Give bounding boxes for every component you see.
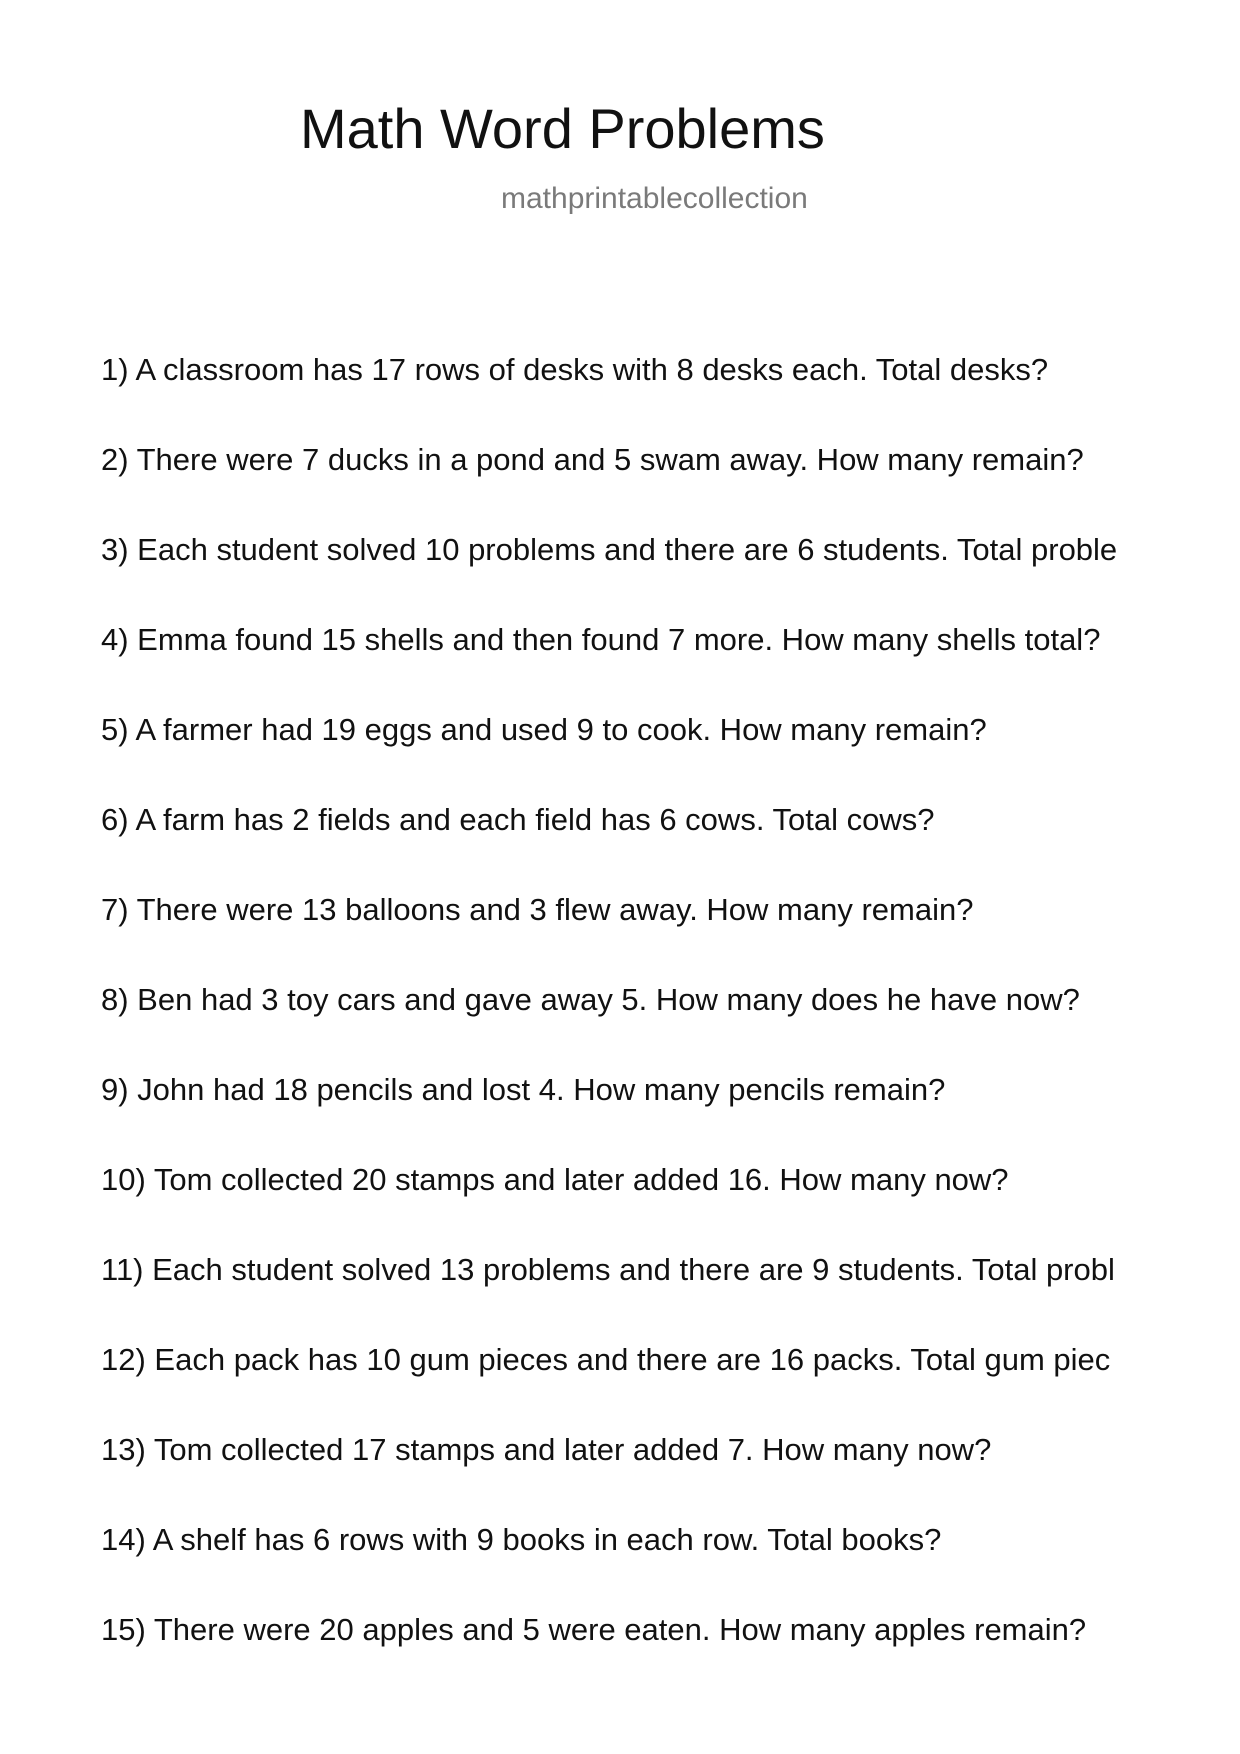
problem-item: 4) Emma found 15 shells and then found 7 more. How many shells total? (101, 622, 1101, 657)
problem-item: 8) Ben had 3 toy cars and gave away 5. How many does he have now? (101, 982, 1080, 1017)
problem-item: 1) A classroom has 17 rows of desks with 8 desks each. Total desks? (101, 352, 1049, 387)
problem-item: 14) A shelf has 6 rows with 9 books in each row. Total books? (101, 1522, 942, 1557)
page-subtitle: mathprintablecollection (501, 182, 808, 215)
problem-item: 5) A farmer had 19 eggs and used 9 to cook. How many remain? (101, 712, 987, 747)
page-title: Math Word Problems (300, 97, 825, 160)
problem-item: 13) Tom collected 17 stamps and later added 7. How many now? (101, 1432, 992, 1467)
problem-list (101, 350, 1240, 1700)
problem-item: 7) There were 13 balloons and 3 flew away. How many remain? (101, 892, 974, 927)
problem-item: 10) Tom collected 20 stamps and later added 16. How many now? (101, 1162, 1009, 1197)
problem-item: 11) Each student solved 13 problems and there are 9 students. Total probl (101, 1252, 1115, 1287)
problem-item: 12) Each pack has 10 gum pieces and there are 16 packs. Total gum piec (101, 1342, 1111, 1377)
problem-item: 3) Each student solved 10 problems and there are 6 students. Total proble (101, 532, 1118, 567)
problem-item: 9) John had 18 pencils and lost 4. How many pencils remain? (101, 1072, 946, 1107)
problem-item: 2) There were 7 ducks in a pond and 5 swam away. How many remain? (101, 442, 1084, 477)
problem-item: 15) There were 20 apples and 5 were eaten. How many apples remain? (101, 1612, 1087, 1647)
problem-item: 6) A farm has 2 fields and each field has 6 cows. Total cows? (101, 802, 935, 837)
